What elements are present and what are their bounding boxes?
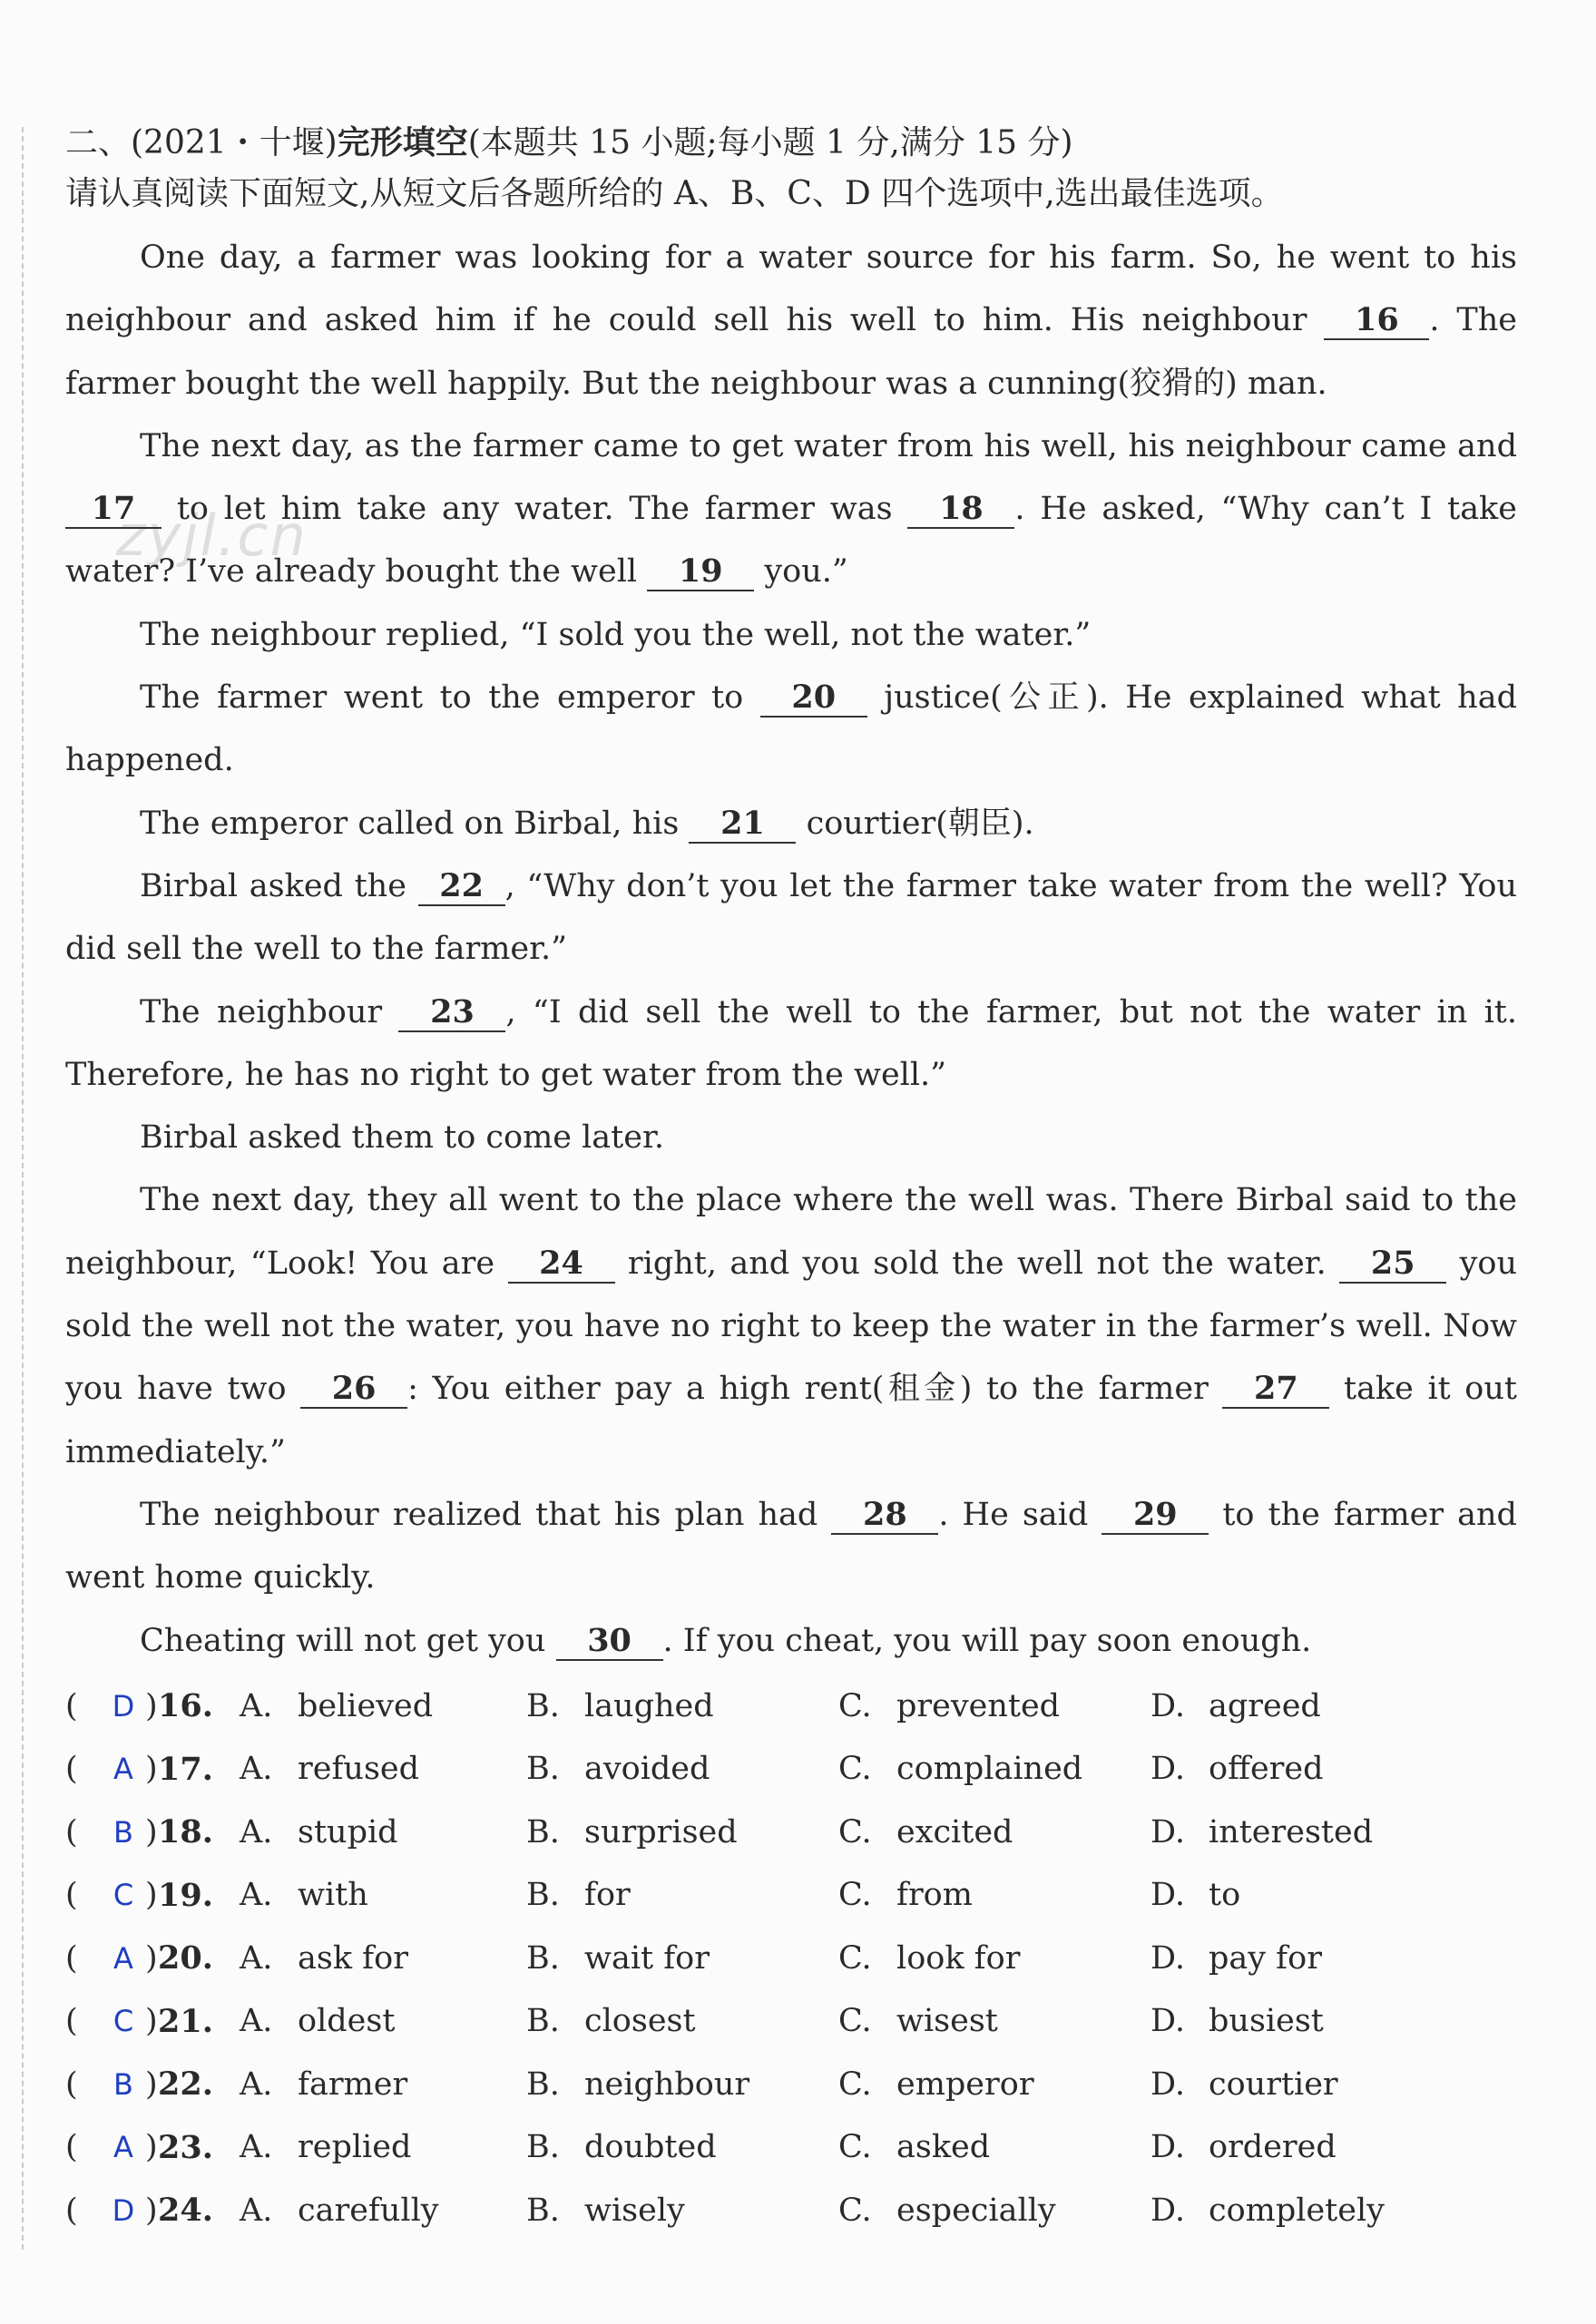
question-number: 16. [158, 1687, 213, 1725]
paragraph-6: Birbal asked the 22 , “Why don’t you let the farmer take water from the well? You did sell the well to the farmer.” [65, 866, 1517, 968]
question-options [65, 1675, 1517, 2242]
paragraph-2: The next day, as the farmer came to get water from his well, his neighbour came and 17 to let him take any water. The farmer was 18 . He asked, “Why can’t I take water? I’ve already bought the well 19 you.” [65, 427, 1517, 591]
option-d: D. busiest [1150, 2003, 1324, 2040]
question-number: 22. [158, 2065, 213, 2104]
paragraph-3: The neighbour replied, “I sold you the well, not the water.” [140, 616, 1092, 653]
answer-mark: A [113, 2130, 133, 2165]
option-c: C. complained [838, 1751, 1083, 1788]
option-d: D. interested [1150, 1813, 1374, 1850]
blank-27: 27 [1222, 1371, 1329, 1409]
option-b: B. wait for [526, 1939, 710, 1977]
blank-20: 20 [760, 679, 867, 718]
question-row: ( B ) 18. A. stupid B. surprised C. excited D. interested [65, 1801, 1517, 1864]
option-c: C. excited [838, 1813, 1013, 1850]
paragraph-9: The next day, they all went to the place where the well was. There Birbal said to the neighbour, “Look! You are 24 right, and you sold the well not the water. 25 you sold the well not the water, you have no right to keep the water in the farmer’s well. Now you have two 26 : You either pay a high rent(租金) to the farmer 27 take it out immediately.” [65, 1182, 1517, 1470]
answer-mark: B [113, 2066, 133, 2102]
question-number: 20. [158, 1939, 213, 1977]
answer-mark: A [113, 1752, 133, 1787]
answer-mark: A [113, 1940, 133, 1976]
blank-30: 30 [556, 1623, 663, 1661]
paragraph-1: One day, a farmer was looking for a water source for his farm. So, he went to his neighbour and asked him if he could sell his well to him. His neighbour 16 . The farmer bought the well happily. But the neighbour was a cunning(狡猾的) man. [65, 239, 1517, 402]
blank-21: 21 [689, 806, 796, 844]
option-c: C. prevented [838, 1687, 1061, 1724]
answer-mark: B [113, 1814, 133, 1850]
paragraph-5: The emperor called on Birbal, his 21 courtier(朝臣). [140, 804, 1034, 842]
answer-mark: C [113, 1878, 134, 1913]
question-row: ( C ) 21. A. oldest B. closest C. wisest D. busiest [65, 1989, 1517, 2053]
option-d: D. completely [1150, 2192, 1385, 2229]
blank-26: 26 [300, 1371, 407, 1409]
watermark: zyjl.cn [116, 503, 308, 569]
option-b: B. surprised [526, 1813, 738, 1850]
answer-mark: D [112, 2192, 135, 2228]
blank-17: 17 [65, 491, 162, 529]
question-row: ( D ) 24. A. carefully B. wisely C. especially D. completely [65, 2179, 1517, 2242]
option-a: A. refused [240, 1751, 420, 1788]
option-a: A. ask for [240, 1939, 408, 1977]
paragraph-8: Birbal asked them to come later. [140, 1119, 664, 1157]
title-suffix: (本题共 15 小题;每小题 1 分,满分 15 分) [467, 124, 1073, 161]
option-d: D. pay for [1150, 1939, 1322, 1977]
question-number: 18. [158, 1813, 213, 1851]
option-a: A. with [240, 1877, 368, 1914]
option-c: C. from [838, 1877, 973, 1914]
option-d: D. ordered [1150, 2129, 1337, 2166]
option-b: B. wisely [526, 2192, 685, 2229]
option-b: B. laughed [526, 1687, 714, 1724]
paragraph-11: Cheating will not get you 30 . If you cheat, you will pay soon enough. [140, 1621, 1312, 1659]
exercise-content [65, 120, 1517, 2241]
paragraph-7: The neighbour 23 , “I did sell the well to the farmer, but not the water in it. Therefore, he has no right to get water from the well.” [65, 992, 1517, 1093]
paragraph-10: The neighbour realized that his plan had 28 . He said 29 to the farmer and went home quickly. [65, 1495, 1517, 1597]
option-a: A. stupid [240, 1813, 398, 1850]
option-a: A. farmer [240, 2065, 408, 2103]
blank-25: 25 [1339, 1245, 1446, 1284]
question-row: ( A ) 17. A. refused B. avoided C. complained D. offered [65, 1737, 1517, 1801]
option-d: D. agreed [1150, 1687, 1321, 1724]
blank-22: 22 [418, 868, 505, 906]
option-b: B. doubted [526, 2129, 717, 2166]
question-row: ( C ) 19. A. with B. for C. from D. to [65, 1863, 1517, 1927]
option-b: B. closest [526, 2003, 696, 2040]
section-title [65, 120, 1517, 167]
question-number: 21. [158, 2002, 213, 2040]
blank-28: 28 [831, 1497, 938, 1535]
option-d: D. courtier [1150, 2065, 1338, 2103]
option-c: C. asked [838, 2129, 991, 2166]
option-c: C. wisest [838, 2003, 998, 2040]
option-c: C. look for [838, 1939, 1021, 1977]
option-a: A. believed [240, 1687, 434, 1724]
blank-29: 29 [1102, 1497, 1209, 1535]
answer-mark: C [113, 2004, 134, 2039]
title-prefix: 二、(2021・十堰) [65, 124, 338, 161]
question-row: ( D ) 16. A. believed B. laughed C. prevented D. agreed [65, 1675, 1517, 1738]
option-c: C. especially [838, 2192, 1056, 2229]
question-number: 17. [158, 1750, 213, 1788]
option-d: D. to [1150, 1877, 1241, 1914]
margin-rule [22, 127, 24, 2250]
option-a: A. oldest [240, 2003, 396, 2040]
question-number: 24. [158, 2192, 213, 2230]
title-bold: 完形填空 [337, 124, 468, 161]
option-b: B. neighbour [526, 2065, 750, 2103]
option-d: D. offered [1150, 1751, 1324, 1788]
blank-24: 24 [508, 1245, 615, 1284]
option-a: A. replied [240, 2129, 412, 2166]
answer-mark: D [112, 1688, 135, 1723]
instruction: 请认真阅读下面短文,从短文后各题所给的 A、B、C、D 四个选项中,选出最佳选项。 [65, 175, 1284, 212]
blank-19: 19 [647, 553, 754, 591]
passage [65, 227, 1517, 1673]
paragraph-4: The farmer went to the emperor to 20 justice(公正). He explained what had happened. [65, 679, 1517, 779]
question-number: 23. [158, 2128, 213, 2166]
question-row: ( B ) 22. A. farmer B. neighbour C. emperor D. courtier [65, 2053, 1517, 2116]
option-b: B. for [526, 1877, 631, 1914]
question-row: ( A ) 20. A. ask for B. wait for C. look for D. pay for [65, 1927, 1517, 1990]
question-row: ( A ) 23. A. replied B. doubted C. asked D. ordered [65, 2115, 1517, 2179]
blank-16: 16 [1324, 302, 1429, 340]
option-b: B. avoided [526, 1751, 710, 1788]
blank-18: 18 [907, 491, 1014, 529]
blank-23: 23 [398, 994, 505, 1032]
option-c: C. emperor [838, 2065, 1034, 2103]
question-number: 19. [158, 1876, 213, 1914]
option-a: A. carefully [240, 2192, 439, 2229]
